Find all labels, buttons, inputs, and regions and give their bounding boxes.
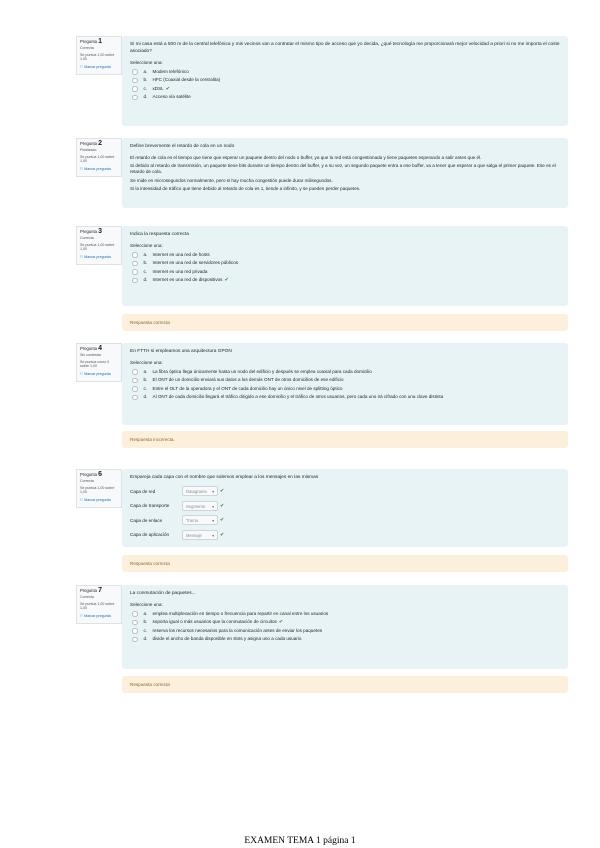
option-b[interactable]: b. El ONT de un domicilio enviará sus datos a los demás ONT de otros domicilios de ese edificio: [130, 376, 560, 384]
match-select[interactable]: Trama ▾: [182, 515, 218, 525]
question-text: En FTTH si empleamos una arquitectura GPON: [130, 349, 232, 354]
radio-button[interactable]: [132, 395, 138, 401]
radio-button[interactable]: [132, 278, 138, 284]
radio-button[interactable]: [132, 261, 138, 267]
select-prompt: Seleccione una:: [130, 602, 163, 607]
question-text: Indica la respuesta correcta: [130, 232, 189, 237]
feedback-banner: Respuesta correcta: [122, 555, 568, 572]
select-prompt: Seleccione una:: [130, 60, 163, 65]
answer-paragraph: Se mide en microsegundos normalmente, pero si hay mucha congestión puede durar milisegundos.: [130, 177, 333, 183]
question-number: 6: [98, 471, 103, 478]
chevron-down-icon: ▾: [212, 490, 214, 495]
feedback-banner: Respuesta correcta: [122, 676, 568, 693]
match-select[interactable]: Segmento ▾: [182, 501, 218, 511]
question-info: [76, 226, 122, 265]
chevron-down-icon: ▾: [212, 519, 214, 524]
question-text: Define brevemente el retardo de cola en un nodo: [130, 144, 235, 149]
check-icon: ✔: [220, 502, 225, 509]
option-b[interactable]: b. HFC (Coaxial desde la centralita): [130, 76, 560, 84]
radio-button[interactable]: [132, 252, 138, 258]
question-number: 1: [98, 38, 103, 45]
radio-button[interactable]: [132, 95, 138, 101]
flag-icon: ⚐: [80, 255, 84, 260]
match-select[interactable]: Mensaje ▾: [182, 530, 218, 540]
flag-question-link[interactable]: ⚐ Marcar pregunta: [80, 372, 111, 377]
option-c[interactable]: c. reserva los recursos necesarios para la comunicación antes de enviar los paquetes: [130, 627, 560, 635]
page-footer: EXAMEN TEMA 1 página 1: [244, 836, 356, 846]
radio-button[interactable]: [132, 269, 138, 275]
match-select[interactable]: Datagrama ▾: [182, 486, 218, 496]
check-icon: ✔: [220, 517, 225, 524]
option-a[interactable]: a. emplea multiplexación en tiempo o frecuencia para repartir en canal entre los usuarios: [130, 610, 560, 618]
question-info: [76, 138, 122, 177]
radio-button[interactable]: [132, 620, 138, 626]
check-icon: ✔: [224, 277, 229, 284]
radio-button[interactable]: [132, 78, 138, 84]
option-c[interactable]: c. xDSL ✔: [130, 85, 560, 93]
chevron-down-icon: ▾: [212, 533, 214, 538]
option-a[interactable]: a. La fibra óptica llega únicamente hasta un nodo del edificio y después se emplea coaxial para cada domicilio: [130, 368, 560, 376]
question-label: Pregunta: [80, 588, 97, 593]
question-state: Sin contestar: [80, 352, 101, 357]
match-label: Capa de enlace: [130, 517, 163, 523]
feedback-banner: Respuesta incorrecta.: [122, 431, 568, 448]
option-b[interactable]: b. soporta igual o más usuarios que la conmutación de circuitos ✔: [130, 618, 560, 626]
radio-button[interactable]: [132, 86, 138, 92]
check-icon: ✔: [165, 85, 170, 92]
select-prompt: Seleccione una:: [130, 243, 163, 248]
radio-button[interactable]: [132, 628, 138, 634]
chevron-down-icon: ▾: [212, 504, 214, 509]
check-icon: ✔: [278, 619, 284, 626]
radio-button[interactable]: [132, 386, 138, 392]
question-state: Finalizado: [80, 147, 97, 152]
option-c[interactable]: c. Internet es una red privada: [130, 268, 560, 276]
question-text: Empareja cada capa con el nombre que solemos emplear a los mensajes en las mismas: [130, 475, 319, 480]
question-number: 7: [98, 587, 103, 594]
flag-question-link[interactable]: ⚐ Marcar pregunta: [80, 498, 111, 503]
question-state: Correcta: [80, 45, 94, 50]
match-label: Capa de aplicación: [130, 532, 170, 538]
option-d[interactable]: d. Acceso vía satélite: [130, 93, 560, 101]
match-row: [130, 484, 560, 499]
option-a[interactable]: a. Internet es una red de hosts: [130, 251, 560, 259]
question-label: Pregunta: [80, 229, 97, 234]
option-d[interactable]: d. divide el ancho de banda disponible en slots y asigna uno a cada usuario: [130, 635, 560, 643]
match-row: [130, 528, 560, 543]
option-d[interactable]: d. Al ONT de cada domicilio llegará el tráfico dirigido a ese domicilio y el tráfico de otros usuarios, pero cada uno irá cifrado con una clave distinta: [130, 393, 560, 401]
check-icon: ✔: [220, 488, 225, 495]
radio-button[interactable]: [132, 369, 138, 375]
question-label: Pregunta: [80, 141, 97, 146]
flag-icon: ⚐: [80, 167, 84, 172]
answer-paragraph: Si debido al retardo de transmisión, un paquete tiene bits durante un tiempo dentro del buffer, y a su vez, un segundo paquete entra a ese buffer, va a tener que esperar a que salga el primer paquete. Ese es el retardo de cola.: [130, 163, 556, 175]
question-number: 2: [98, 140, 103, 147]
question-info: [76, 585, 122, 624]
matching-table: [130, 484, 560, 542]
option-b[interactable]: b. Internet es una red de servidores públicos: [130, 259, 560, 267]
question-number: 3: [98, 228, 103, 235]
question-grade: Se puntúa 1,00 sobre 1,00: [80, 52, 115, 62]
select-prompt: Seleccione una:: [130, 360, 163, 365]
flag-question-link[interactable]: ⚐ Marcar pregunta: [80, 255, 111, 260]
check-icon: ✔: [220, 531, 225, 538]
question-info: [76, 343, 122, 382]
flag-question-link[interactable]: ⚐ Marcar pregunta: [80, 65, 111, 70]
question-grade: Se puntúa 1,00 sobre 1,00: [80, 154, 115, 164]
match-row: [130, 499, 560, 514]
question-content: [122, 585, 568, 669]
question-content: [122, 343, 568, 425]
answer-paragraph: El retardo de cola es el tiempo que tiene que esperar un paquete dentro del nodo o buffer, ya que la red está congestionada y tiene paquetes esperando a salir antes que él.: [130, 155, 482, 160]
option-c[interactable]: c. Entre el OLT de la operadora y el ONT de cada domicilio hay un único nivel de splitting óptico: [130, 385, 560, 393]
question-grade: Se puntúa 1,00 sobre 1,00: [80, 485, 115, 495]
question-content: [122, 36, 568, 126]
match-label: Capa de red: [130, 488, 156, 494]
question-info: [76, 36, 122, 75]
question-label: Pregunta: [80, 346, 97, 351]
flag-icon: ⚐: [80, 614, 84, 619]
radio-button[interactable]: [132, 611, 138, 617]
flag-icon: ⚐: [80, 65, 84, 70]
question-content: [122, 138, 568, 208]
question-content: [122, 226, 568, 306]
question-grade: Se puntúa 1,00 sobre 1,00: [80, 601, 115, 611]
question-grade: Se puntúa 1,00 sobre 1,00: [80, 242, 115, 252]
question-state: Correcta: [80, 594, 94, 599]
radio-button[interactable]: [132, 378, 138, 384]
radio-button[interactable]: [132, 637, 138, 643]
question-label: Pregunta: [80, 39, 97, 44]
match-label: Capa de transporte: [130, 503, 170, 509]
question-info: [76, 469, 122, 508]
flag-icon: ⚐: [80, 498, 84, 503]
question-text: La conmutación de paquetes...: [130, 591, 196, 596]
question-state: Correcta: [80, 478, 94, 483]
option-d[interactable]: d. Internet es una red de dispositivos ✔: [130, 276, 560, 284]
match-row: [130, 513, 560, 528]
question-state: Correcta: [80, 235, 94, 240]
question-content: [122, 469, 568, 547]
flag-question-link[interactable]: ⚐ Marcar pregunta: [80, 167, 111, 172]
question-grade: Se puntúa como 0 sobre 1,00: [80, 359, 110, 369]
flag-question-link[interactable]: ⚐ Marcar pregunta: [80, 614, 111, 619]
answer-paragraph: Si la intensidad de tráfico que tiene debido al retardo de cola es 1, tiende a infinito, y se pueden perder paquetes.: [130, 185, 361, 191]
flag-icon: ⚐: [80, 372, 84, 377]
question-number: 4: [98, 345, 103, 352]
option-a[interactable]: a. Modem telefónico: [130, 68, 560, 76]
radio-button[interactable]: [132, 69, 138, 75]
question-label: Pregunta: [80, 472, 97, 477]
question-text: Si mi casa está a 500 m de la central telefónica y mis vecinos van a contratar el mismo tipo de acceso que yo decida, ¿qué tecnología me proporcionará mejor velocidad a priori si no me importa el coste asociado?: [130, 42, 560, 54]
feedback-banner: Respuesta correcta: [122, 314, 568, 331]
